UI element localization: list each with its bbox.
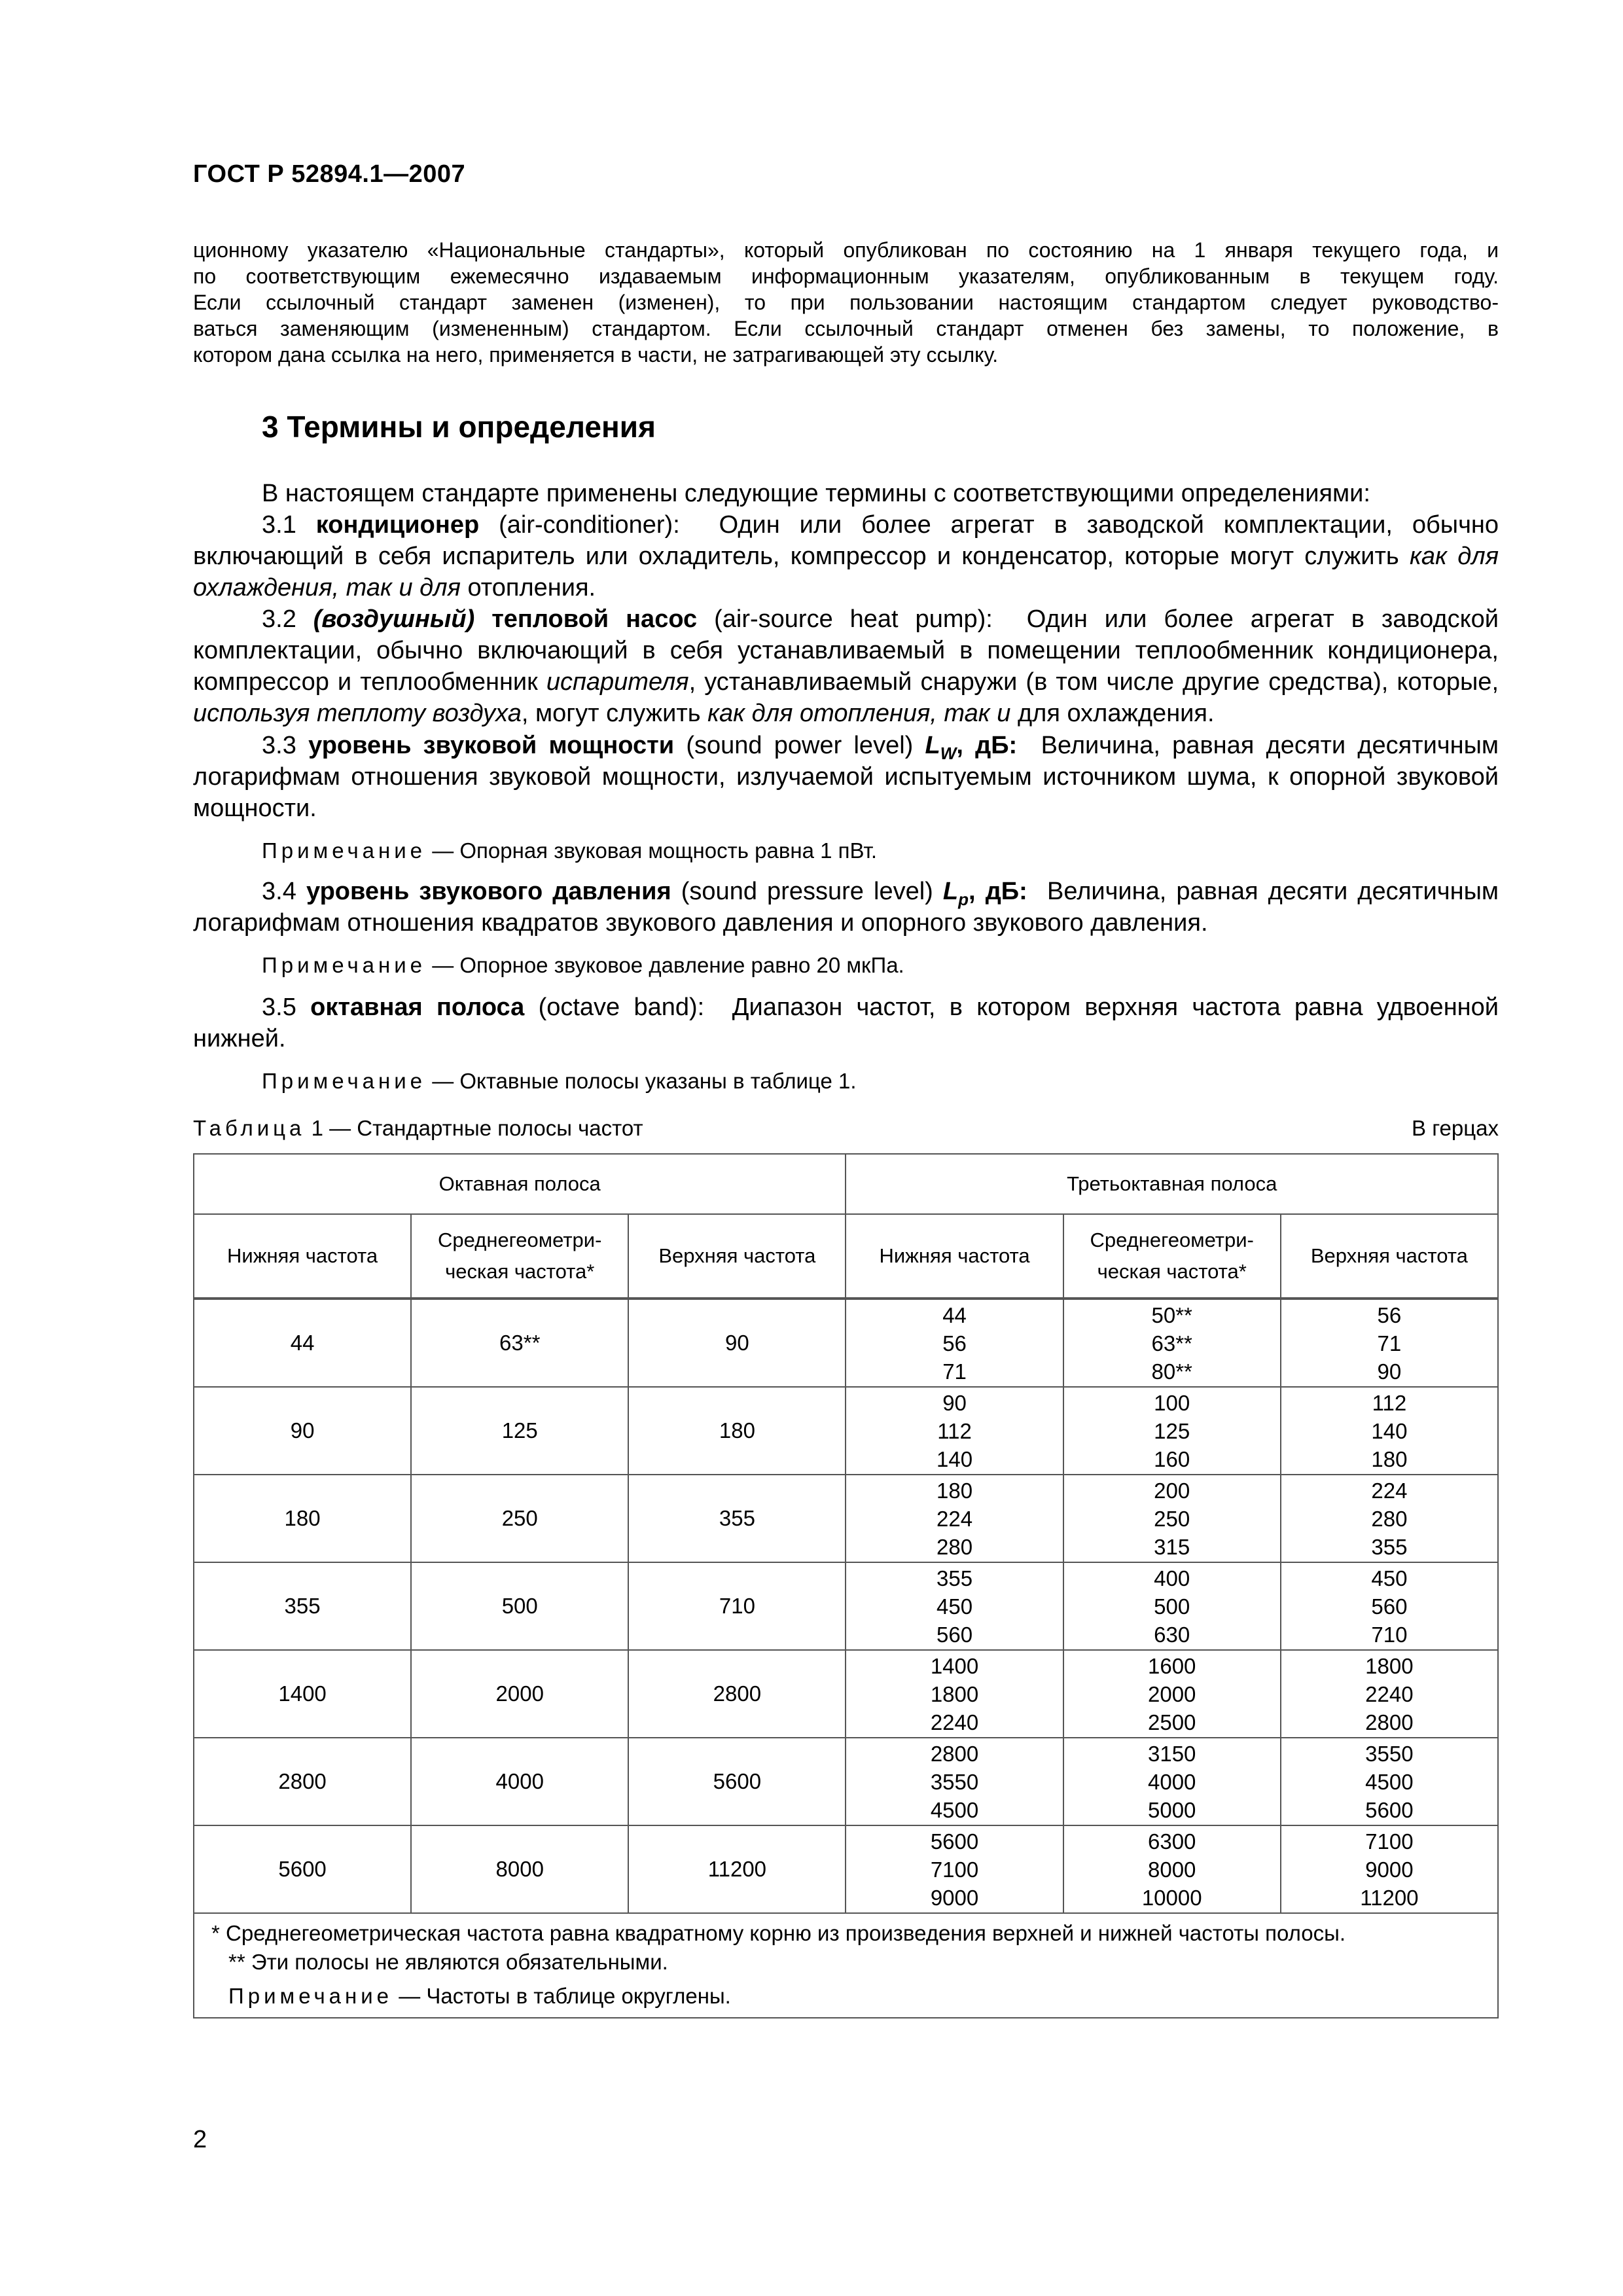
third-octave-cell [1281,1562,1498,1650]
third-octave-value: 3550 [1365,1741,1414,1766]
third-octave-value: 5000 [1147,1797,1196,1822]
document-header: ГОСТ Р 52894.1—2007 [193,160,466,188]
third-octave-value: 2240 [1365,1681,1414,1706]
third-octave-cell [1281,1738,1498,1825]
col-header-mid-line1: Среднегеометри- [1090,1229,1254,1251]
octave-cell: 125 [411,1387,628,1475]
third-octave-cell [846,1475,1063,1562]
note-3-5 [262,1067,857,1096]
note-text: — Опорное звуковое давление равно 20 мкПа. [432,953,904,977]
term-definition-italic: как для отопления, так и [707,700,1011,727]
third-octave-value: 6300 [1147,1829,1196,1854]
octave-cell: 355 [194,1562,411,1650]
third-octave-value: 710 [1371,1622,1408,1647]
third-octave-value: 2000 [1147,1681,1196,1706]
table-caption-text: 1 — Стандартные полосы частот [311,1116,643,1140]
term-name: кондиционер [315,511,480,539]
third-octave-value: 71 [1377,1331,1402,1355]
frequency-bands-table [193,1153,1499,2018]
col-header-mid [411,1214,628,1299]
table-unit: В герцах [1412,1116,1499,1140]
term-number: 3.4 [262,878,296,905]
term-definition: Диапазон частот, в котором верхняя частота равна удвоенной нижней. [193,994,1499,1052]
section-title: 3 Термины и определения [262,410,656,444]
third-octave-cell [1281,1299,1498,1387]
third-octave-cell [1281,1650,1498,1738]
third-octave-cell [1281,1825,1498,1913]
third-octave-value: 3150 [1147,1741,1196,1766]
term-3-2 [193,603,1499,729]
third-octave-value: 4000 [1147,1769,1196,1794]
third-octave-value: 5600 [930,1829,979,1854]
table-row [194,1299,1498,1387]
term-definition-italic: как для охлаждения, так и для [193,543,1499,601]
third-octave-value: 125 [1154,1418,1190,1443]
third-octave-value: 2500 [1147,1710,1196,1734]
term-definition-italic: используя теплоту воздуха [193,700,522,727]
third-octave-value: 355 [1371,1534,1408,1559]
octave-cell: 8000 [411,1825,628,1913]
table-footnotes-row [194,1913,1498,2018]
third-octave-value: 2240 [930,1710,979,1734]
third-octave-value: 5600 [1365,1797,1414,1822]
third-octave-value: 90 [1377,1359,1402,1384]
third-octave-value: 112 [937,1418,972,1443]
third-octave-cell [1063,1825,1281,1913]
third-octave-cell [1063,1650,1281,1738]
octave-cell: 4000 [411,1738,628,1825]
table-row [194,1387,1498,1475]
term-english: (sound power level) [686,732,914,759]
third-octave-value: 450 [936,1594,973,1619]
term-3-4 [193,876,1499,939]
term-3-1 [193,509,1499,603]
table-row [194,1475,1498,1562]
intro-line: Если ссылочный стандарт заменен (изменен), то при пользовании настоящим стандартом следует руководство- [193,291,1499,314]
third-octave-value: 63** [1151,1331,1192,1355]
note-label: Примечание [262,838,427,863]
third-octave-value: 160 [1154,1446,1190,1471]
term-3-5 [193,992,1499,1054]
octave-cell: 500 [411,1562,628,1650]
intro-line: по соответствующим ежемесячно издаваемым информационным указателям, опубликованным в текущем году. [193,264,1499,288]
term-symbol-subscript: W [940,744,957,763]
term-definition: Величина, равная десяти десятичным логарифмам отношения квадратов звукового давления и опорного звукового давления. [193,878,1499,937]
octave-cell: 44 [194,1299,411,1387]
term-definition: , могут служить [521,700,701,727]
octave-cell: 180 [194,1475,411,1562]
note-3-3 [262,836,877,865]
note-text: — Октавные полосы указаны в таблице 1. [432,1069,857,1093]
third-octave-value: 180 [936,1478,973,1503]
term-english: (octave band): [538,994,705,1021]
third-octave-value: 560 [1371,1594,1408,1619]
third-octave-value: 56 [942,1331,967,1355]
third-octave-value: 7100 [930,1857,979,1882]
third-octave-cell [1281,1387,1498,1475]
term-unit: , дБ: [969,878,1027,905]
col-header-lower: Нижняя частота [846,1214,1063,1299]
table-column-header-row [194,1214,1498,1299]
col-header-upper: Верхняя частота [628,1214,846,1299]
third-octave-value: 2800 [1365,1710,1414,1734]
third-octave-cell [1063,1562,1281,1650]
third-octave-value: 90 [942,1390,967,1415]
octave-cell: 5600 [194,1825,411,1913]
third-octave-cell [1063,1475,1281,1562]
term-english: (air-source heat pump): [714,605,993,633]
intro-line: ваться заменяющим (измененным) стандартом. Если ссылочный стандарт отменен без замены, то положение, в [193,317,1499,340]
third-octave-value: 315 [1154,1534,1190,1559]
term-name: уровень звукового давления [306,878,671,905]
term-definition: для охлаждения. [1017,700,1215,727]
table-row [194,1650,1498,1738]
octave-cell: 2800 [194,1738,411,1825]
intro-line: котором дана ссылка на него, применяется в части, не затрагивающей эту ссылку. [193,343,999,367]
third-octave-value: 140 [1371,1418,1408,1443]
third-octave-cell [1063,1738,1281,1825]
section-lead: В настоящем стандарте применены следующие термины с соответствующими определениями: [262,480,1370,507]
table-row [194,1825,1498,1913]
term-name: уровень звуковой мощности [308,732,675,759]
third-octave-value: 224 [1371,1478,1408,1503]
third-octave-value: 1400 [930,1653,979,1678]
octave-cell: 63** [411,1299,628,1387]
third-octave-value: 11200 [1360,1885,1419,1910]
note-label: Примечание [262,1069,427,1093]
col-header-mid-line2: ческая частота* [1097,1260,1247,1283]
third-octave-value: 71 [942,1359,967,1384]
table-caption-label: Таблица [193,1116,306,1140]
term-unit: , дБ: [956,732,1018,759]
term-number: 3.5 [262,994,296,1021]
third-octave-value: 280 [936,1534,973,1559]
col-header-lower: Нижняя частота [194,1214,411,1299]
third-octave-value: 10000 [1141,1885,1202,1910]
table-group-header-row [194,1154,1498,1214]
term-symbol: L [925,732,940,759]
third-octave-value: 100 [1154,1390,1190,1415]
term-number: 3.2 [262,605,296,633]
third-octave-value: 630 [1154,1622,1190,1647]
term-number: 3.3 [262,732,296,759]
third-octave-value: 250 [1154,1506,1190,1531]
octave-cell: 2000 [411,1650,628,1738]
term-definition: Один или более агрегат в заводской комплектации, обычно включающий в себя устанавливаемый в помещении теплообменник кондиционера, компрессор и теплообменник [193,605,1499,696]
third-octave-value: 1600 [1147,1653,1196,1678]
third-octave-value: 140 [936,1446,973,1471]
third-octave-value: 180 [1371,1446,1408,1471]
octave-cell: 180 [628,1387,846,1475]
col-header-mid-line2: ческая частота* [445,1260,595,1283]
third-octave-cell [1063,1387,1281,1475]
group-octave-header: Октавная полоса [194,1154,846,1214]
third-octave-value: 224 [936,1506,973,1531]
third-octave-value: 50** [1151,1302,1192,1327]
third-octave-value: 450 [1371,1566,1408,1590]
third-octave-value: 560 [936,1622,973,1647]
third-octave-cell [1063,1299,1281,1387]
col-header-upper: Верхняя частота [1281,1214,1498,1299]
term-definition-italic: испарителя [546,668,689,696]
third-octave-cell [846,1562,1063,1650]
third-octave-value: 4500 [930,1797,979,1822]
intro-line: ционному указателю «Национальные стандарты», который опубликован по состоянию на 1 января текущего года, и [193,238,1499,262]
term-symbol-subscript: p [958,889,969,909]
table-caption [193,1116,643,1141]
term-definition: Один или более агрегат в заводской комплектации, обычно включающий в себя испаритель или охладитель, компрессор и конденсатор, которые могут служить [193,511,1499,570]
third-octave-cell [846,1738,1063,1825]
third-octave-cell [846,1650,1063,1738]
third-octave-value: 44 [942,1302,967,1327]
third-octave-value: 355 [936,1566,973,1590]
table-footnotes [194,1913,1498,2018]
term-definition: , устанавливаемый снаружи (в том числе другие средства), которые, [688,668,1499,696]
table-row [194,1562,1498,1650]
page-number: 2 [193,2126,207,2153]
term-definition: Величина, равная десяти десятичным логарифмам отношения звуковой мощности, излучаемой испытуемым источником шума, к опорной звуковой мощности. [193,732,1499,822]
third-octave-value: 3550 [930,1769,979,1794]
third-octave-value: 2800 [930,1741,979,1766]
col-header-mid-line1: Среднегеометри- [438,1229,602,1251]
third-octave-value: 1800 [1365,1653,1414,1678]
third-octave-value: 280 [1371,1506,1408,1531]
note-text: — Опорная звуковая мощность равна 1 пВт. [432,838,878,863]
octave-cell: 11200 [628,1825,846,1913]
third-octave-cell [1281,1475,1498,1562]
octave-cell: 2800 [628,1650,846,1738]
group-third-octave-header: Третьоктавная полоса [846,1154,1498,1214]
third-octave-value: 9000 [930,1885,979,1910]
term-name: тепловой насос [491,605,698,633]
octave-cell: 90 [628,1299,846,1387]
note-label: Примечание [228,1984,393,2008]
third-octave-value: 500 [1154,1594,1190,1619]
term-number: 3.1 [262,511,296,539]
footnote-2: ** Эти полосы не являются обязательными. [228,1950,668,1974]
third-octave-value: 56 [1377,1302,1402,1327]
octave-cell: 90 [194,1387,411,1475]
octave-cell: 5600 [628,1738,846,1825]
third-octave-cell [846,1387,1063,1475]
third-octave-cell [846,1299,1063,1387]
third-octave-value: 112 [1372,1390,1407,1415]
third-octave-value: 9000 [1365,1857,1414,1882]
term-symbol: L [942,878,959,905]
third-octave-value: 8000 [1147,1857,1196,1882]
footnote-1: * Среднегеометрическая частота равна квадратному корню из произведения верхней и нижней частоты полосы. [211,1921,1346,1945]
note-3-4 [262,951,904,980]
third-octave-cell [846,1825,1063,1913]
third-octave-value: 400 [1154,1566,1190,1590]
octave-cell: 1400 [194,1650,411,1738]
octave-cell: 250 [411,1475,628,1562]
table-note [211,1982,1480,2011]
term-english: (air-conditioner): [499,511,680,539]
term-name: октавная полоса [310,994,525,1021]
third-octave-value: 4500 [1365,1769,1414,1794]
third-octave-value: 1800 [930,1681,979,1706]
term-name-italic: (воздушный) [313,605,475,633]
note-label: Примечание [262,953,427,977]
third-octave-value: 200 [1154,1478,1190,1503]
term-definition: отопления. [467,574,596,601]
table-row [194,1738,1498,1825]
octave-cell: 355 [628,1475,846,1562]
term-english: (sound pressure level) [681,878,933,905]
third-octave-value: 80** [1151,1359,1192,1384]
third-octave-value: 7100 [1365,1829,1414,1854]
octave-cell: 710 [628,1562,846,1650]
col-header-mid [1063,1214,1281,1299]
note-text: — Частоты в таблице округлены. [399,1984,731,2008]
term-3-3 [193,730,1499,824]
